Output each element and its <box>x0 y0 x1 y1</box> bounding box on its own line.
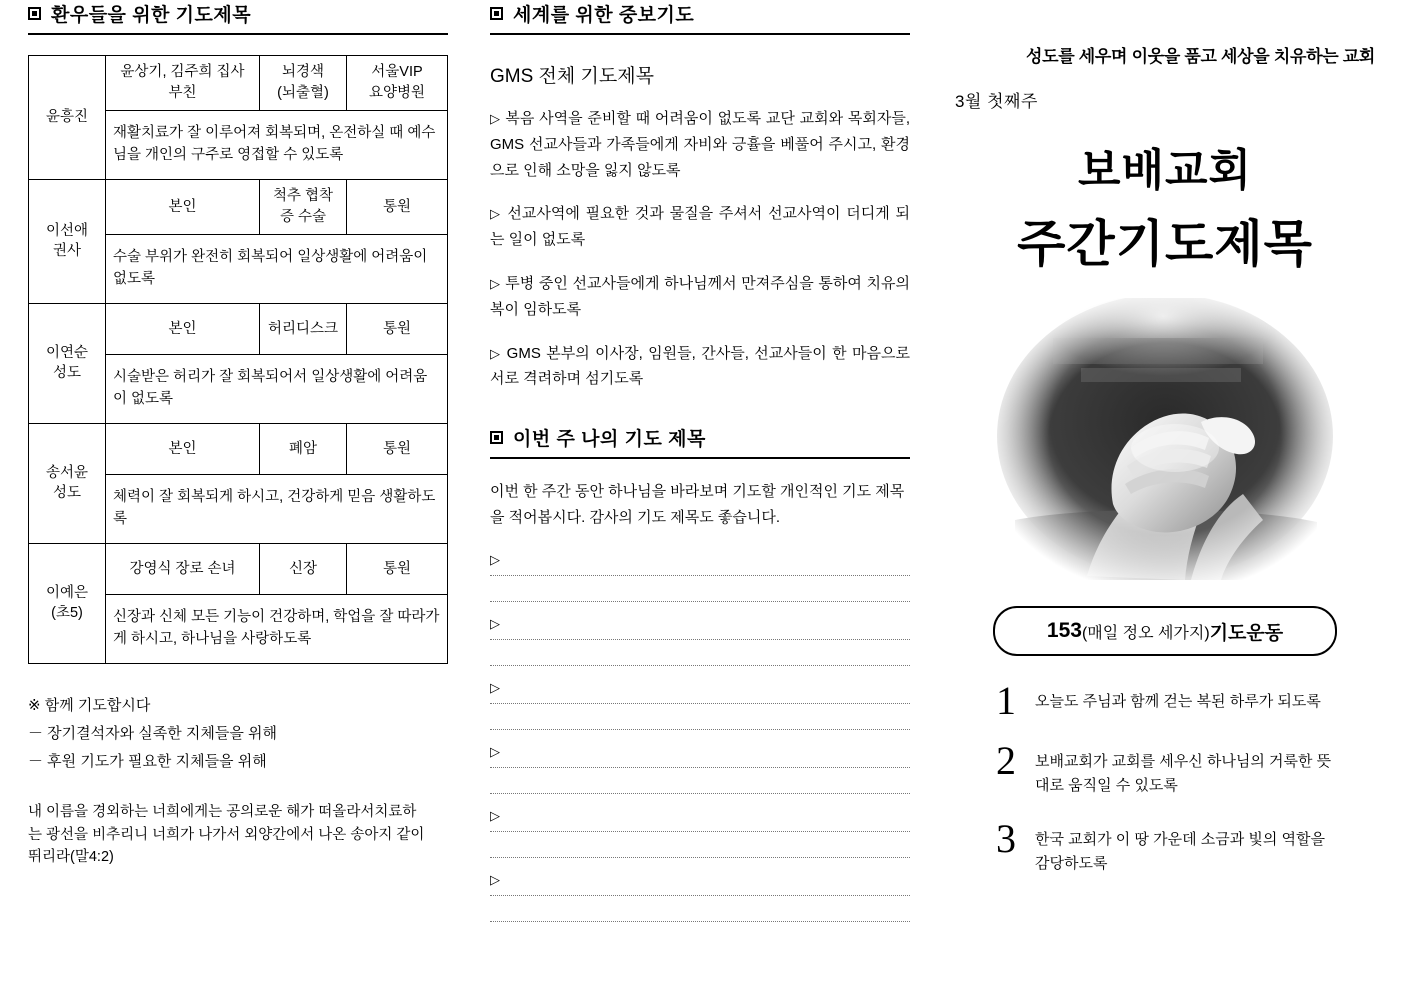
together-prayer-notes <box>28 692 448 775</box>
patient-illness-2: 허리디스크 <box>260 304 347 355</box>
item-text-1: 오늘도 주님과 함께 걷는 복된 하루가 되도록 <box>1035 693 1321 710</box>
patient-hospital-3: 통원 <box>347 424 448 475</box>
write-line[interactable] <box>490 832 910 858</box>
left-column <box>28 0 448 992</box>
write-line[interactable] <box>490 768 910 794</box>
gms-item-text-1: 선교사역에 필요한 것과 물질을 주셔서 선교사역이 더디게 되는 일이 없도록 <box>490 205 911 249</box>
bible-verse: 내 이름을 경외하는 너희에게는 공의로운 해가 떠올라서치료하는 광선을 비추리니 너희가 나가서 외양간에서 나온 송아지 같이 뛰리라(말4:2) <box>28 804 425 866</box>
write-line[interactable] <box>490 678 910 704</box>
section-title-patients: 환우들을 위한 기도제목 <box>51 5 252 26</box>
prayer-movement-badge <box>993 606 1337 656</box>
note-item-1: － 후원 기도가 필요한 지체들을 위해 <box>28 752 267 770</box>
church-tagline: 성도를 세우며 이웃을 품고 세상을 치유하는 교회 <box>1026 47 1375 66</box>
praying-hands-image <box>995 298 1335 580</box>
praying-hands-photo <box>995 298 1335 580</box>
write-group <box>490 678 910 730</box>
patient-relation-3: 본인 <box>106 424 260 475</box>
write-line[interactable] <box>490 576 910 602</box>
write-line[interactable] <box>490 550 910 576</box>
write-line[interactable] <box>490 896 910 922</box>
patient-desc-1: 수술 부위가 완전히 회복되어 일상생활에 어려움이 없도록 <box>106 235 448 304</box>
item-number-2: 2 <box>996 738 1016 783</box>
patient-illness-4: 신장 <box>260 544 347 595</box>
notes-title: ※ 함께 기도합시다 <box>28 697 151 715</box>
item-number-3: 3 <box>996 816 1016 861</box>
table-row <box>29 180 448 235</box>
patient-illness-3: 폐암 <box>260 424 347 475</box>
write-line[interactable] <box>490 742 910 768</box>
patient-relation-2: 본인 <box>106 304 260 355</box>
prayer-patients-table <box>28 55 448 664</box>
patient-relation-4: 강영식 장로 손녀 <box>106 544 260 595</box>
my-prayer-description: 이번 한 주간 동안 하나님을 바라보며 기도할 개인적인 기도 제목을 적어봅시다. 감사의 기도 제목도 좋습니다. <box>490 483 905 527</box>
patient-hospital-1: 통원 <box>347 180 448 235</box>
write-line[interactable] <box>490 806 910 832</box>
gms-item-0 <box>490 106 910 183</box>
my-prayer-writing-area[interactable] <box>490 550 910 922</box>
write-group <box>490 870 910 922</box>
section-header-world <box>490 0 910 35</box>
square-bullet-icon <box>490 431 503 444</box>
right-column <box>955 0 1375 992</box>
patient-desc-2: 시술받은 허리가 잘 회복되어서 일상생활에 어려움이 없도록 <box>106 355 448 424</box>
write-line[interactable] <box>490 704 910 730</box>
triangle-bullet-icon: ▷ <box>490 111 501 126</box>
middle-column <box>490 0 910 992</box>
patient-hospital-2: 통원 <box>347 304 448 355</box>
gms-item-text-2: 투병 중인 선교사들에게 하나님께서 만져주심을 통하여 치유의 복이 임하도록 <box>490 274 911 318</box>
section-title-my-prayer: 이번 주 나의 기도 제목 <box>513 429 706 451</box>
patient-name-0: 윤흥진 <box>29 56 106 180</box>
section-header-my-prayer <box>490 424 910 459</box>
gms-subtitle: GMS 전체 기도제목 <box>490 66 654 87</box>
list-item <box>955 678 1375 723</box>
patient-illness-0: 뇌경색 (뇌출혈) <box>260 56 347 111</box>
patient-relation-1: 본인 <box>106 180 260 235</box>
table-row <box>29 544 448 595</box>
triangle-bullet-icon: ▷ <box>490 206 502 222</box>
item-text-2: 보배교회가 교회를 세우신 하나님의 거룩한 뜻대로 움직일 수 있도록 <box>1035 753 1332 794</box>
week-label: 3월 첫째주 <box>955 92 1038 111</box>
write-group <box>490 806 910 858</box>
patient-name-3: 송서윤 성도 <box>29 424 106 544</box>
item-number-1: 1 <box>996 678 1016 723</box>
gms-item-text-3: GMS 본부의 이사장, 임원들, 간사들, 선교사들이 한 마음으로 서로 격려하며 섬기도록 <box>490 344 911 388</box>
patient-name-4: 이예은 (초5) <box>29 544 106 664</box>
square-bullet-icon <box>490 7 503 20</box>
write-line[interactable] <box>490 640 910 666</box>
square-bullet-icon <box>28 7 41 20</box>
badge-number: 153 <box>1046 619 1082 642</box>
gms-item-3 <box>490 341 910 393</box>
gms-item-2 <box>490 271 910 323</box>
triangle-bullet-icon: ▷ <box>490 275 501 291</box>
patient-name-1: 이선애 권사 <box>29 180 106 304</box>
patient-hospital-4: 통원 <box>347 544 448 595</box>
section-title-world: 세계를 위한 중보기도 <box>513 5 695 26</box>
triangle-bullet-icon: ▷ <box>490 345 502 361</box>
write-group <box>490 742 910 794</box>
church-name: 보배교회 <box>1077 146 1252 195</box>
patient-relation-0: 윤상기, 김주희 집사 부친 <box>106 56 260 111</box>
write-line[interactable] <box>490 614 910 640</box>
item-text-3: 한국 교회가 이 땅 가운데 소금과 빛의 역할을 감당하도록 <box>1035 831 1325 872</box>
patient-illness-1: 척추 협착증 수술 <box>260 180 347 235</box>
note-item-0: － 장기결석자와 실족한 지체들을 위해 <box>28 724 278 742</box>
list-item <box>955 738 1375 798</box>
patients-table-body <box>29 56 448 664</box>
write-group <box>490 550 910 602</box>
gms-item-text-0: 복음 사역을 준비할 때 어려움이 없도록 교단 교회와 목회자들, GMS 선교사들과 가족들에게 자비와 긍휼을 베풀어 주시고, 환경으로 인해 소망을 잃지 않도록 <box>490 110 911 179</box>
badge-mid-text: (매일 정오 세가지) <box>1081 624 1210 642</box>
patient-desc-0: 재활치료가 잘 이루어져 회복되며, 온전하실 때 예수님을 개인의 구주로 영접할 수 있도록 <box>106 111 448 180</box>
patient-desc-3: 체력이 잘 회복되게 하시고, 건강하게 믿음 생활하도록 <box>106 475 448 544</box>
table-row <box>29 56 448 111</box>
patient-hospital-0: 서울VIP 요양병원 <box>347 56 448 111</box>
numbered-prayer-list <box>955 678 1375 876</box>
patient-name-2: 이연순 성도 <box>29 304 106 424</box>
patient-desc-4: 신장과 신체 모든 기능이 건강하며, 학업을 잘 따라가게 하시고, 하나님을 사랑하도록 <box>106 595 448 664</box>
table-row <box>29 304 448 355</box>
write-line[interactable] <box>490 870 910 896</box>
list-item <box>955 816 1375 876</box>
badge-tail-text: 기도운동 <box>1209 622 1284 644</box>
table-row <box>29 424 448 475</box>
write-group <box>490 614 910 666</box>
gms-item-1 <box>490 201 910 253</box>
section-header-patients <box>28 0 448 35</box>
bulletin-title: 주간기도제목 <box>1017 216 1313 272</box>
